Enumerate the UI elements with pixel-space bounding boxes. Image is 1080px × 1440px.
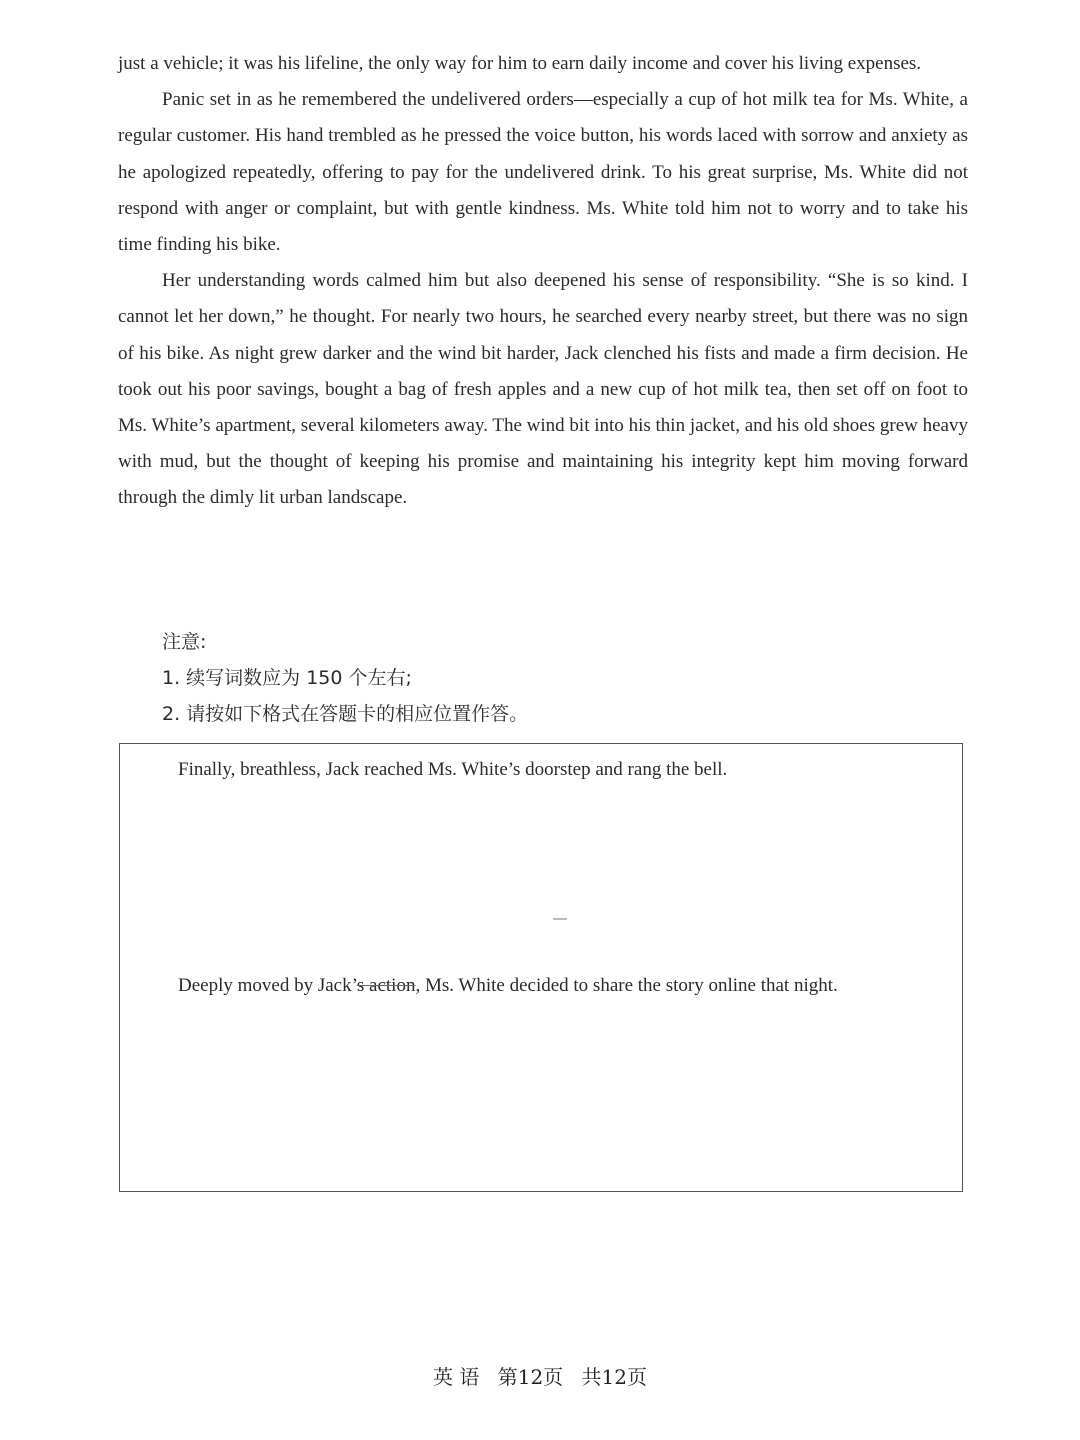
instructions-heading: 注意: (162, 631, 207, 653)
passage-paragraph-1: just a vehicle; it was his lifeline, the only way for him to earn daily income and cover his living expenses. (118, 53, 922, 74)
continuation-prompt-1: Finally, breathless, Jack reached Ms. White’s doorstep and rang the bell. (178, 759, 728, 780)
footer-page-number: 第12页 (497, 1365, 564, 1389)
passage-paragraph-3: Her understanding words calmed him but also deepened his sense of responsibility. “She is so kind. I cannot let her down,” he thought. For nearly two hours, he searched every nearby street, but there was no sign of his bike. As night grew darker and the wind bit harder, Jack clenched his fists and made a firm decision. He took out his poor savings, bought a bag of fresh apples and a new cup of hot milk tea, then set off on foot to Ms. White’s apartment, several kilometers away. The wind bit into his thin jacket, and his old shoes grew heavy with mud, but the thought of keeping his promise and maintaining his integrity kept him moving forward through the dimly lit urban landscape. (118, 270, 968, 509)
instruction-item-format: 2. 请按如下格式在答题卡的相应位置作答。 (162, 703, 529, 726)
continuation-prompt-2 (134, 968, 952, 1004)
footer-subject: 英 语 (433, 1365, 480, 1389)
answer-box (119, 743, 963, 1192)
instruction-item-word-count: 1. 续写词数应为 150 个左右; (162, 667, 412, 690)
prompt2-text-start: Deeply moved by Jack’ (178, 975, 357, 996)
page-footer (0, 1362, 1080, 1392)
faint-dash-mark (553, 918, 567, 920)
prompt2-struck-text: s action (356, 975, 416, 996)
passage-paragraph-2: Panic set in as he remembered the undelivered orders—especially a cup of hot milk tea for Ms. White, a regular customer. His hand trembled as he pressed the voice button, his words laced with sorrow and anxiety as he apologized repeatedly, offering to pay for the undelivered drink. To his great surprise, Ms. White did not respond with anger or complaint, but with gentle kindness. Ms. White told him not to worry and to take his time finding his bike. (118, 89, 968, 256)
instructions (162, 624, 528, 733)
footer-page-total: 共12页 (581, 1365, 647, 1389)
prompt2-text-end: , Ms. White decided to share the story online that night. (415, 975, 838, 996)
reading-passage (118, 46, 968, 517)
